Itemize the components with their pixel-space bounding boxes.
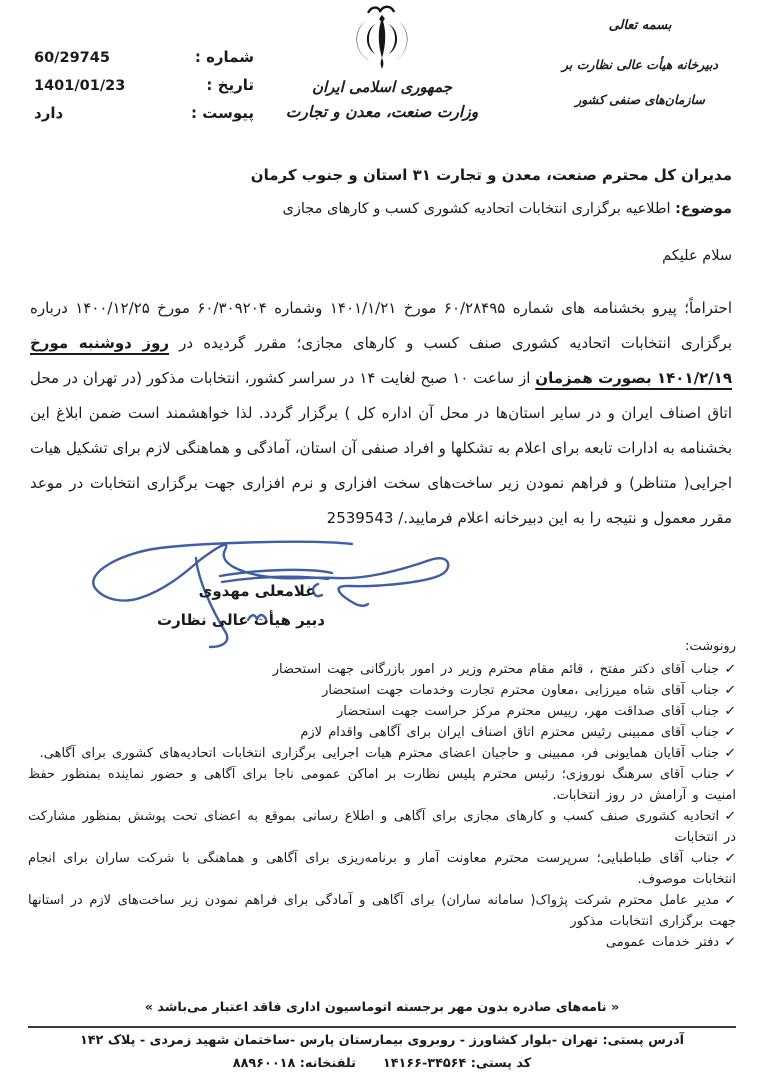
check-icon: ✓ xyxy=(724,662,737,677)
salutation: سلام علیکم xyxy=(662,248,732,264)
secretariat-line2: سازمان‌های صنفی کشور xyxy=(575,92,705,107)
cc-section xyxy=(28,636,736,953)
letter-number-row xyxy=(34,48,254,66)
cc-item-text: جناب آقای شاه میرزایی ،معاون محترم تجارت وخدمات جهت استحضار xyxy=(322,683,720,698)
subject-label: موضوع: xyxy=(675,201,732,217)
check-icon: ✓ xyxy=(724,746,737,761)
subject-line xyxy=(30,201,732,217)
phone-label: تلفنخانه: xyxy=(299,1056,356,1071)
phone-value: ۸۸۹۶۰۰۱۸ xyxy=(232,1056,296,1071)
validity-notice: « نامه‌های صادره بدون مهر برجسته اتوماسیون اداری فاقد اعتبار می‌باشد » xyxy=(144,1000,620,1015)
letter-meta-block xyxy=(34,48,254,132)
check-icon: ✓ xyxy=(724,809,737,824)
cc-item-text: جناب آقای سرهنگ نوروزی؛ رئیس محترم پلیس نظارت بر اماکن عمومی ناجا برای آگاهی و حضور نماینده بمنظور حفظ امنیت و آرامش در روز انتخابات. xyxy=(28,767,736,803)
cc-item-text: دفتر خدمات عمومی xyxy=(605,935,720,950)
cc-list-item xyxy=(28,890,736,932)
cc-list-item xyxy=(28,848,736,890)
attachment-value: دارد xyxy=(34,104,64,122)
signer-name: غلامعلی مهدوی xyxy=(198,582,316,600)
iran-emblem-icon xyxy=(336,4,428,76)
letterhead-center xyxy=(252,4,512,121)
secretariat-line1: دبیرخانه هیأت عالی نظارت بر xyxy=(562,57,718,72)
bismillah: بسمه تعالی xyxy=(608,18,672,33)
cc-item-text: جناب آقای صداقت مهر، رییس محترم مرکز حراست جهت استحضار xyxy=(337,704,720,719)
cc-item-text: جناب آقای دکتر مفتح ، قائم مقام محترم وزیر در امور بازرگانی جهت استحضار xyxy=(272,662,720,677)
attachment-label: پیوست : xyxy=(190,104,254,122)
check-icon: ✓ xyxy=(724,893,737,908)
cc-label: رونوشت: xyxy=(685,639,736,654)
check-icon: ✓ xyxy=(724,767,737,782)
body-text-before: احتراماً؛ پیرو بخشنامه های شماره ۶۰/۲۸۴۹۵ مورخ ۱۴۰۱/۱/۲۱ وشماره ۶۰/۳۰۹۲۰۴ مورخ ۱۴۰۰/۱۲/۲۵ درباره برگزاری انتخابات اتحادیه کشوری صنف کسب و کارهای مجازی؛ مقرر گردیده در xyxy=(30,299,732,352)
cc-list-item xyxy=(28,806,736,848)
cc-list-item xyxy=(28,680,736,701)
cc-list xyxy=(28,659,736,953)
cc-list-item xyxy=(28,932,736,953)
ministry-title: وزارت صنعت، معدن و تجارت xyxy=(285,103,479,121)
cc-list-item xyxy=(28,701,736,722)
check-icon: ✓ xyxy=(724,851,737,866)
subject-text: اطلاعیه برگزاری انتخابات اتحادیه کشوری کسب و کارهای مجازی xyxy=(282,201,676,217)
check-icon: ✓ xyxy=(724,725,737,740)
check-icon: ✓ xyxy=(724,683,737,698)
cc-list-item xyxy=(28,743,736,764)
number-value: 60/29745 xyxy=(34,50,110,66)
cc-item-text: جناب آقای ممبینی رئیس محترم اتاق اصناف ایران برای آگاهی واقدام لازم xyxy=(300,725,720,740)
secretariat-block xyxy=(540,18,740,127)
date-value: 1401/01/23 xyxy=(34,78,126,94)
postal-phone-line xyxy=(30,1056,734,1071)
cc-item-text: مدیر عامل محترم شرکت پژواک( سامانه ساران) برای آگاهی و آمادگی برای فراهم نمودن زیر ساخت‌های لازم در استانها جهت برگزاری انتخابات مذکور xyxy=(28,893,736,929)
date-label: تاریخ : xyxy=(206,76,254,94)
body-text-after: از ساعت ۱۰ صبح لغایت ۱۴ در سراسر کشور، انتخابات مذکور (در تهران در محل اتاق اصناف ایران و در سایر استان‌ها در محل آن اداره کل ) برگزار گردد. لذا خواهشمند است ضمن ابلاغ این بخشنامه به ادارات تابعه برای اعلام به تشکلها و افراد صنفی آن استان، آمادگی و هماهنگی لازم برای تشکیل هیات اجرایی( متناظر) و فراهم نمودن زیر ساخت‌های سخت افزاری و نرم افزاری جهت برگزاری انتخابات در موعد مقرر معمول و نتیجه را به این دبیرخانه اعلام فرمایید./ 2539543 xyxy=(30,369,732,527)
check-icon: ✓ xyxy=(724,935,737,950)
letter-attachment-row xyxy=(34,104,254,122)
cc-item-text: جناب آقای طباطبایی؛ سرپرست محترم معاونت آمار و برنامه‌ریزی برای آگاهی و هماهنگی با شرکت ساران برای انجام انتخابات موصوف. xyxy=(28,851,736,887)
postal-code-label: کد پستی: xyxy=(470,1056,532,1071)
cc-list-item xyxy=(28,722,736,743)
cc-item-text: اتحادیه کشوری صنف کسب و کارهای مجازی برای آگاهی و اطلاع رسانی بموقع به اعضای تحت پوشش بمنظور مشارکت در انتخابات xyxy=(28,809,736,845)
republic-title: جمهوری اسلامی ایران xyxy=(311,78,453,96)
postal-address: آدرس پستی: تهران -بلوار کشاورز - روبروی بیمارستان پارس -ساختمان شهید زمردی - پلاک ۱۴۲ xyxy=(79,1033,685,1048)
letter-date-row xyxy=(34,76,254,94)
cc-item-text: جناب آقایان همایونی فر، ممبینی و حاجیان اعضای محترم هیات اجرایی برگزاری انتخابات اتحادیه‌های کشوری برای آگاهی. xyxy=(39,746,720,761)
postal-code-value: ۱۴۱۶۶-۳۴۵۶۴ xyxy=(382,1056,467,1071)
cc-list-item xyxy=(28,764,736,806)
recipients-line: مدیران کل محترم صنعت، معدن و تجارت ۳۱ استان و جنوب کرمان xyxy=(250,166,732,184)
number-label: شماره : xyxy=(194,48,254,66)
body-emphasis: روز دوشنبه مورخ ۱۴۰۱/۲/۱۹ بصورت همزمان xyxy=(30,334,732,387)
cc-list-item xyxy=(28,659,736,680)
check-icon: ✓ xyxy=(724,704,737,719)
letter-body xyxy=(30,291,732,536)
signer-title: دبیر هیأت عالی نظارت xyxy=(157,611,325,629)
footer-divider xyxy=(28,1026,736,1028)
